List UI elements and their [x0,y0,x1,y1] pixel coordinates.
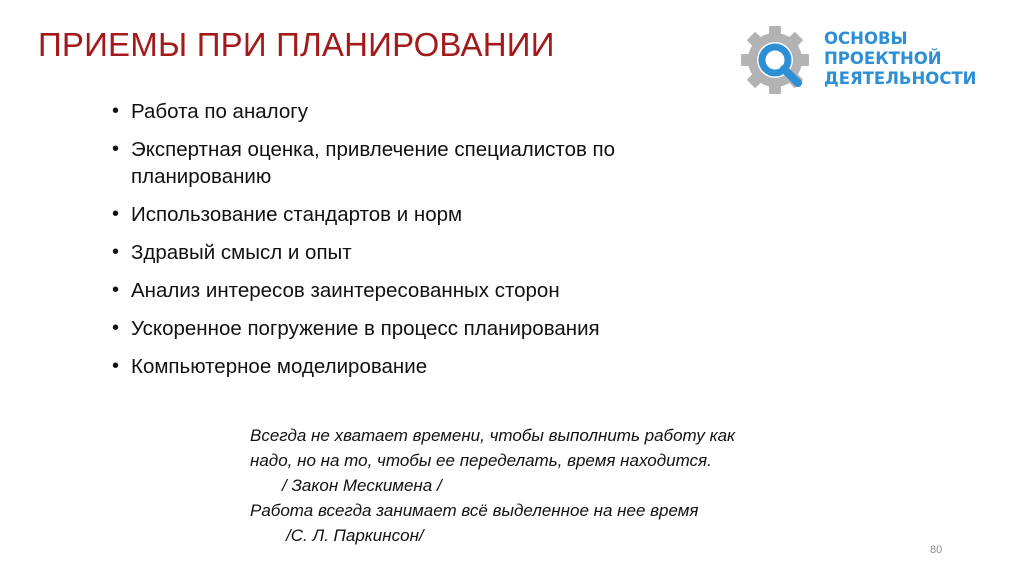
logo-line-2: ПРОЕКТНОЙ [824,49,942,68]
quotes-block [250,423,850,548]
bullet-icon: • [112,317,120,339]
slide-title: ПРИЕМЫ ПРИ ПЛАНИРОВАНИИ [38,26,555,63]
quote-1-line-2: надо, но на то, чтобы ее переделать, время находится. [250,451,712,470]
quote-1-line-1: Всегда не хватает времени, чтобы выполнить работу как [250,426,736,445]
logo-line-1: ОСНОВЫ [824,29,908,48]
list-item-text: Анализ интересов заинтересованных сторон [131,279,560,302]
list-item [110,201,710,228]
list-item-text: Работа по аналогу [131,100,308,123]
bullet-icon: • [112,279,120,301]
list-item [110,239,710,266]
list-item-text: Компьютерное моделирование [131,355,428,378]
list-item [110,98,710,125]
list-item-text: Ускоренное погружение в процесс планирования [131,317,600,340]
page-number: 80 [930,544,943,556]
quote-1-attribution: / Закон Мескимена / [282,476,442,495]
list-item-text: Использование стандартов и норм [131,203,463,226]
list-item-text: Здравый смысл и опыт [131,241,352,264]
logo-line-3: ДЕЯТЕЛЬНОСТИ [824,69,977,88]
bullet-icon: • [112,100,120,122]
bullet-icon: • [112,203,120,225]
list-item [110,277,710,304]
list-item [110,315,710,342]
bullet-icon: • [112,355,120,377]
list-item [110,136,710,190]
bullet-icon: • [112,138,120,160]
gear-magnifier-icon [738,22,816,100]
logo [738,22,988,100]
list-item [110,353,710,380]
bullet-icon: • [112,241,120,263]
quote-2-attribution: /С. Л. Паркинсон/ [286,526,424,545]
logo-text [824,29,977,89]
quote-2-line-1: Работа всегда занимает всё выделенное на нее время [250,501,699,520]
list-item-text: Экспертная оценка, привлечение специалистов по планированию [131,138,616,188]
bullet-list [110,98,710,391]
